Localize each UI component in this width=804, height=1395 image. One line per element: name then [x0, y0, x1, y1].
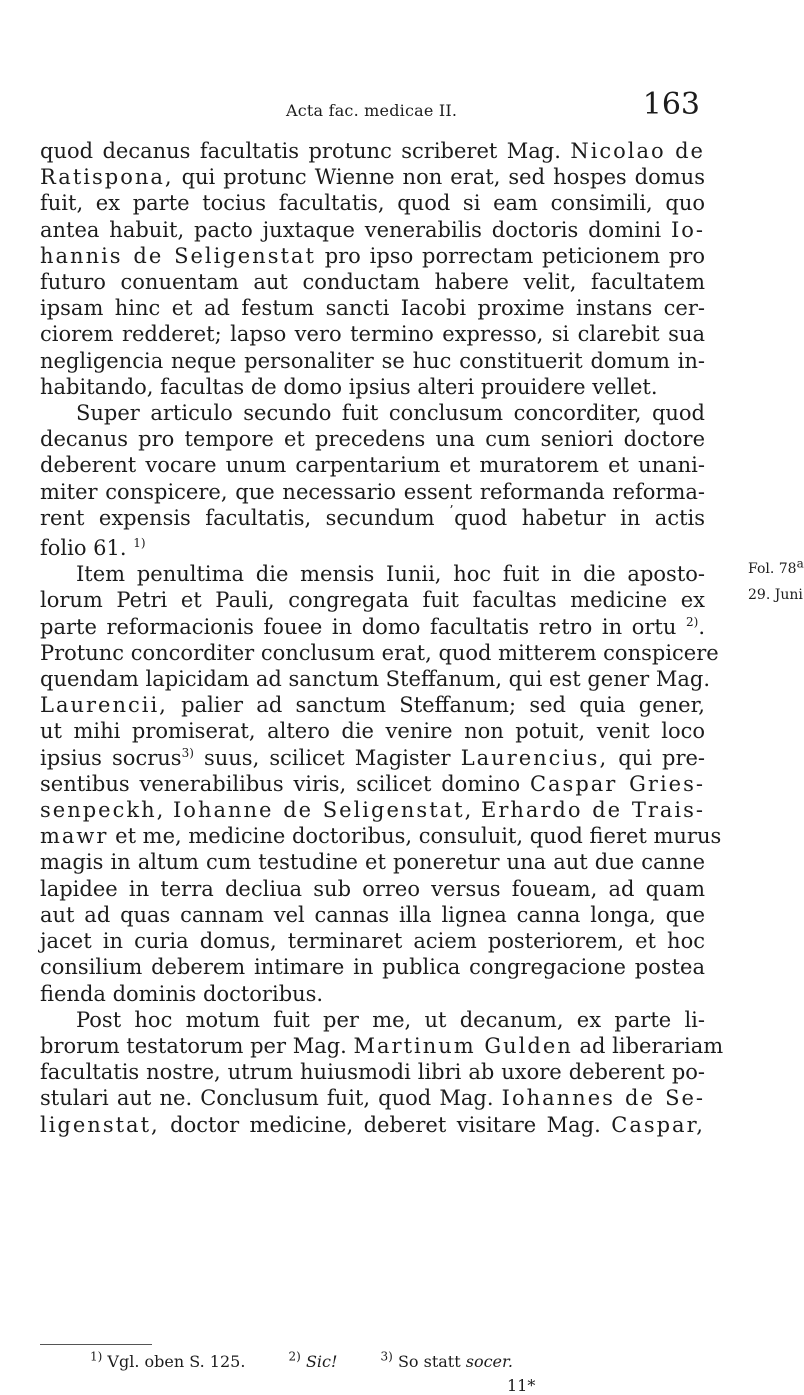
- footnote-ref-3: 3): [181, 745, 194, 760]
- text-line: magis in altum cum testudine et poneretur una aut due canne: [40, 850, 705, 875]
- text-line: ligenstat, doctor medicine, deberet visitare Mag. Caspar,: [40, 1112, 705, 1137]
- text-line: facultatis nostre, utrum huiusmodi libri ab uxore deberent po-: [40, 1060, 705, 1085]
- text-line: quendam lapicidam ad sanctum Steffanum, qui est gener Mag.: [40, 667, 711, 692]
- text-line: decanus pro tempore et precedens una cum seniori doctore: [40, 427, 705, 452]
- text-line: parte reformacionis fouee in domo facultatis retro in ortu $^{2)}$.: [40, 614, 705, 639]
- text-line: lorum Petri et Pauli, congregata fuit facultas medicine ex: [40, 588, 705, 613]
- text-line: brorum testatorum per Mag. Martinum Gulden ad liberariam: [40, 1033, 724, 1058]
- footnote-1: $^{1)}$ Vgl. oben S. 125.: [90, 1349, 246, 1371]
- footnote-3: $^{3)}$ So statt socer.: [380, 1349, 513, 1371]
- text-line: mawr et me, medicine doctoribus, consuluit, quod fieret murus: [40, 824, 722, 849]
- text-line: lapidee in terra decliua sub orreo versus foueam, ad quam: [40, 876, 705, 901]
- text-line: deberent vocare unum carpentarium et muratorem et unani-: [40, 453, 705, 478]
- footnote-ref-2: 2): [685, 614, 699, 629]
- text-line: antea habuit, pacto juxtaque venerabilis doctoris domini Io-: [40, 217, 705, 242]
- text-line: ciorem redderet; lapso vero termino expresso, si clarebit sua: [40, 322, 705, 347]
- text-line: aut ad quas cannam vel cannas illa lignea canna longa, que: [40, 902, 705, 927]
- text-line: folio 61. $^{1)}$: [40, 536, 146, 561]
- text-line: miter conspicere, que necessario essent reformanda reforma-: [40, 479, 705, 504]
- text-line: habitando, facultas de domo ipsius alteri prouidere vellet.: [40, 374, 658, 399]
- text-line: senpeckh, Iohanne de Seligenstat, Erhardo de Trais-: [40, 798, 705, 823]
- footnote-2: $^{2)}$ Sic!: [288, 1349, 338, 1371]
- page-number: 163: [642, 87, 700, 122]
- body-text: [40, 138, 724, 1138]
- text-line: Protunc concorditer conclusum erat, quod mitterem conspicere: [40, 640, 719, 665]
- text-line: stulari aut ne. Conclusum fuit, quod Mag. Iohannes de Se-: [40, 1086, 705, 1111]
- text-line: sentibus venerabilibus viris, scilicet domino Caspar Gries-: [40, 771, 705, 796]
- footnotes: [90, 1349, 513, 1371]
- text-line: ut mihi promiserat, altero die venire non potuit, venit loco: [40, 719, 705, 744]
- text-line: Ratispona, qui protunc Wienne non erat, sed hospes domus: [40, 165, 705, 190]
- margin-folio-note: Fol. 78$^a$: [748, 556, 804, 577]
- text-line: quod decanus facultatis protunc scriberet Mag. Nicolao de: [40, 139, 705, 163]
- text-line: fuit, ex parte tocius facultatis, quod si eam consimili, quo: [40, 191, 705, 216]
- running-head: [286, 80, 700, 120]
- insertion-caret: ʼ: [449, 503, 454, 519]
- text-line: Laurencii, palier ad sanctum Steffanum; sed quia gener,: [40, 693, 705, 718]
- text-line: hannis de Seligenstat pro ipso porrectam peticionem pro: [40, 243, 705, 268]
- footnote-divider: [40, 1344, 152, 1345]
- text-line: jacet in curia domus, terminaret aciem posteriorem, et hoc: [40, 929, 705, 954]
- footnote-ref-1: 1): [133, 536, 146, 551]
- text-line: Super articulo secundo fuit conclusum concorditer, quod: [76, 401, 705, 426]
- text-line: futuro conuentam aut conductam habere velit, facultatem: [40, 270, 705, 295]
- text-line: consilium deberem intimare in publica congregacione postea: [40, 955, 705, 980]
- text-line: ipsius socrus$^{3)}$ suus, scilicet Magister Laurencius, qui pre-: [40, 745, 706, 770]
- text-line: Post hoc motum fuit per me, ut decanum, ex parte li-: [76, 1007, 705, 1032]
- text-line: rent expensis facultatis, secundum $^ʼ$quod habetur in actis: [40, 503, 706, 530]
- text-line: negligencia neque personaliter se huc constituerit domum in-: [40, 348, 705, 373]
- text-line: Item penultima die mensis Iunii, hoc fuit in die aposto-: [76, 562, 705, 587]
- margin-date-note: 29. Juni: [748, 587, 803, 603]
- text-line: fienda dominis doctoribus.: [40, 981, 324, 1006]
- printer-signature: 11*: [507, 1376, 536, 1395]
- running-title: Acta fac. medicae II.: [286, 101, 458, 120]
- text-line: ipsam hinc et ad festum sancti Iacobi proxime instans cer-: [40, 296, 705, 321]
